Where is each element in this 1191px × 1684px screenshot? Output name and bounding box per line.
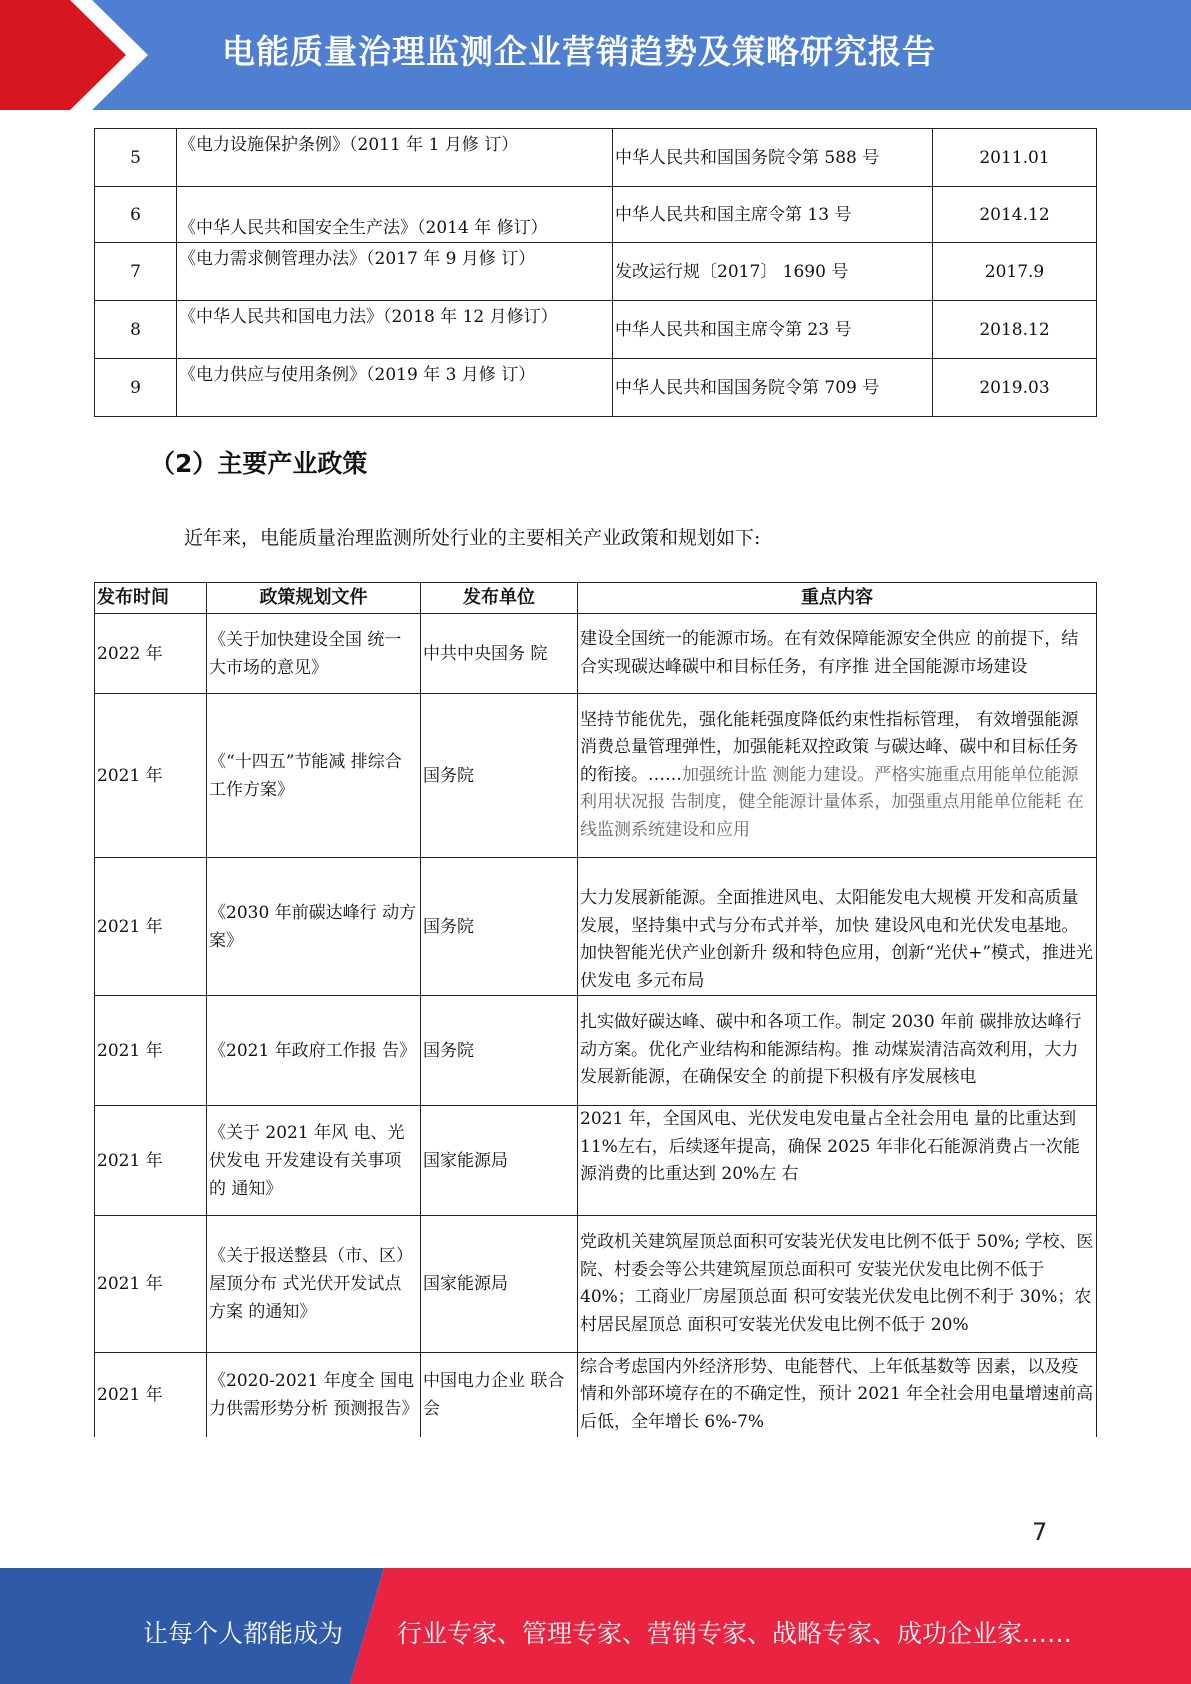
law-number: 6 bbox=[95, 187, 177, 243]
policy-unit: 中国电力企业 联合会 bbox=[421, 1353, 578, 1437]
policy-content: 综合考虑国内外经济形势、电能替代、上年低基数等 因素，以及疫情和外部环境存在的不确定性，预计 2021 年全社会用电量增速前高后低，全年增长 6%-7% bbox=[578, 1353, 1097, 1437]
policy-unit: 国务院 bbox=[421, 996, 578, 1106]
table-row bbox=[95, 1106, 1097, 1216]
policy-time: 2021 年 bbox=[95, 996, 207, 1106]
header-unit: 发布单位 bbox=[421, 583, 578, 614]
law-number: 8 bbox=[95, 301, 177, 359]
policy-time: 2021 年 bbox=[95, 1353, 207, 1437]
table-header-row bbox=[95, 583, 1097, 614]
policy-doc: 《2020-2021 年度全 国电力供需形势分析 预测报告》 bbox=[207, 1353, 421, 1437]
header-doc: 政策规划文件 bbox=[207, 583, 421, 614]
footer-slogan-left: 让每个人都能成为 bbox=[143, 1619, 344, 1648]
policy-content: 党政机关建筑屋顶总面积可安装光伏发电比例不低于 50%; 学校、医院、村委会等公共建筑屋顶总面积可 安装光伏发电比例不低于 40%；工商业厂房屋顶总面 积可安装光伏发电比例不利于 30%；农村居民屋顶总 面积可安装光伏发电比例不低于 20% bbox=[578, 1216, 1097, 1353]
header-chevron-icon bbox=[0, 0, 160, 110]
law-date: 2017.9 bbox=[933, 243, 1097, 301]
law-name: 《中华人民共和国安全生产法》（2014 年 修订） bbox=[177, 187, 613, 243]
table-row bbox=[95, 243, 1097, 301]
table-row bbox=[95, 1216, 1097, 1353]
law-issuer: 中华人民共和国国务院令第 709 号 bbox=[613, 359, 933, 417]
law-number: 7 bbox=[95, 243, 177, 301]
law-issuer: 中华人民共和国国务院令第 588 号 bbox=[613, 129, 933, 187]
policy-time: 2021 年 bbox=[95, 1216, 207, 1353]
table-row bbox=[95, 996, 1097, 1106]
policy-content: 扎实做好碳达峰、碳中和各项工作。制定 2030 年前 碳排放达峰行动方案。优化产业结构和能源结构。推 动煤炭清洁高效利用，大力发展新能源，在确保安全 的前提下积极有序发展核电 bbox=[578, 996, 1097, 1106]
section-heading: （2）主要产业政策 bbox=[150, 449, 368, 478]
table-row bbox=[95, 694, 1097, 858]
law-number: 9 bbox=[95, 359, 177, 417]
law-name: 《电力需求侧管理办法》（2017 年 9 月修 订） bbox=[177, 243, 613, 301]
policy-doc: 《2021 年政府工作报 告》 bbox=[207, 996, 421, 1106]
table-row bbox=[95, 1353, 1097, 1437]
law-name: 《电力设施保护条例》（2011 年 1 月修 订） bbox=[177, 129, 613, 187]
header-band bbox=[0, 0, 1191, 110]
laws-table bbox=[94, 128, 1097, 417]
policy-content: 坚持节能优先，强化能耗强度降低约束性指标管理， 有效增强能源消费总量管理弹性，加强能耗双控政策 与碳达峰、碳中和目标任务的衔接。……加强统计监 测能力建设。严格实施重点用能单位能源利用状况报 告制度，健全能源计量体系，加强重点用能单位能耗 在线监测系统建设和应用 bbox=[578, 694, 1097, 858]
policy-table bbox=[94, 582, 1097, 1437]
policy-content: 2021 年，全国风电、光伏发电发电量占全社会用电 量的比重达到 11%左右，后续逐年提高，确保 2025 年非化石能源消费占一次能源消费的比重达到 20%左 右 bbox=[578, 1106, 1097, 1216]
header-content: 重点内容 bbox=[578, 583, 1097, 614]
policy-unit: 国家能源局 bbox=[421, 1216, 578, 1353]
law-issuer: 中华人民共和国主席令第 23 号 bbox=[613, 301, 933, 359]
law-date: 2011.01 bbox=[933, 129, 1097, 187]
law-date: 2019.03 bbox=[933, 359, 1097, 417]
policy-unit: 国务院 bbox=[421, 694, 578, 858]
policy-content: 建设全国统一的能源市场。在有效保障能源安全供应 的前提下，结合实现碳达峰碳中和目标任务，有序推 进全国能源市场建设 bbox=[578, 614, 1097, 694]
policy-content: 大力发展新能源。全面推进风电、太阳能发电大规模 开发和高质量发展，坚持集中式与分布式并举，加快 建设风电和光伏发电基地。加快智能光伏产业创新升 级和特色应用，创新“光伏+”模式，推进光伏发电 多元布局 bbox=[578, 858, 1097, 996]
policy-unit: 国家能源局 bbox=[421, 1106, 578, 1216]
table-row bbox=[95, 614, 1097, 694]
policy-doc: 《关于 2021 年风 电、光伏发电 开发建设有关事项的 通知》 bbox=[207, 1106, 421, 1216]
table-row bbox=[95, 301, 1097, 359]
table-row bbox=[95, 359, 1097, 417]
law-date: 2018.12 bbox=[933, 301, 1097, 359]
policy-doc: 《“十四五”节能减 排综合工作方案》 bbox=[207, 694, 421, 858]
page-number: 7 bbox=[1032, 1518, 1048, 1546]
footer-slogan-right: 行业专家、管理专家、营销专家、战略专家、成功企业家…… bbox=[397, 1619, 1073, 1648]
law-name: 《中华人民共和国电力法》（2018 年 12 月修订） bbox=[177, 301, 613, 359]
policy-doc: 《关于报送整县（市、区）屋顶分布 式光伏开发试点方案 的通知》 bbox=[207, 1216, 421, 1353]
policy-time: 2022 年 bbox=[95, 614, 207, 694]
law-name: 《电力供应与使用条例》（2019 年 3 月修 订） bbox=[177, 359, 613, 417]
law-issuer: 中华人民共和国主席令第 13 号 bbox=[613, 187, 933, 243]
header-time: 发布时间 bbox=[95, 583, 207, 614]
law-issuer: 发改运行规〔2017〕 1690 号 bbox=[613, 243, 933, 301]
report-title: 电能质量治理监测企业营销趋势及策略研究报告 bbox=[222, 32, 936, 71]
law-number: 5 bbox=[95, 129, 177, 187]
policy-doc: 《2030 年前碳达峰行 动方案》 bbox=[207, 858, 421, 996]
policy-time: 2021 年 bbox=[95, 694, 207, 858]
table-row bbox=[95, 187, 1097, 243]
policy-time: 2021 年 bbox=[95, 1106, 207, 1216]
law-date: 2014.12 bbox=[933, 187, 1097, 243]
table-row bbox=[95, 129, 1097, 187]
intro-paragraph: 近年来，电能质量治理监测所处行业的主要相关产业政策和规划如下: bbox=[184, 527, 761, 549]
table-row bbox=[95, 858, 1097, 996]
policy-doc: 《关于加快建设全国 统一大市场的意见》 bbox=[207, 614, 421, 694]
policy-unit: 中共中央国务 院 bbox=[421, 614, 578, 694]
policy-unit: 国务院 bbox=[421, 858, 578, 996]
policy-time: 2021 年 bbox=[95, 858, 207, 996]
